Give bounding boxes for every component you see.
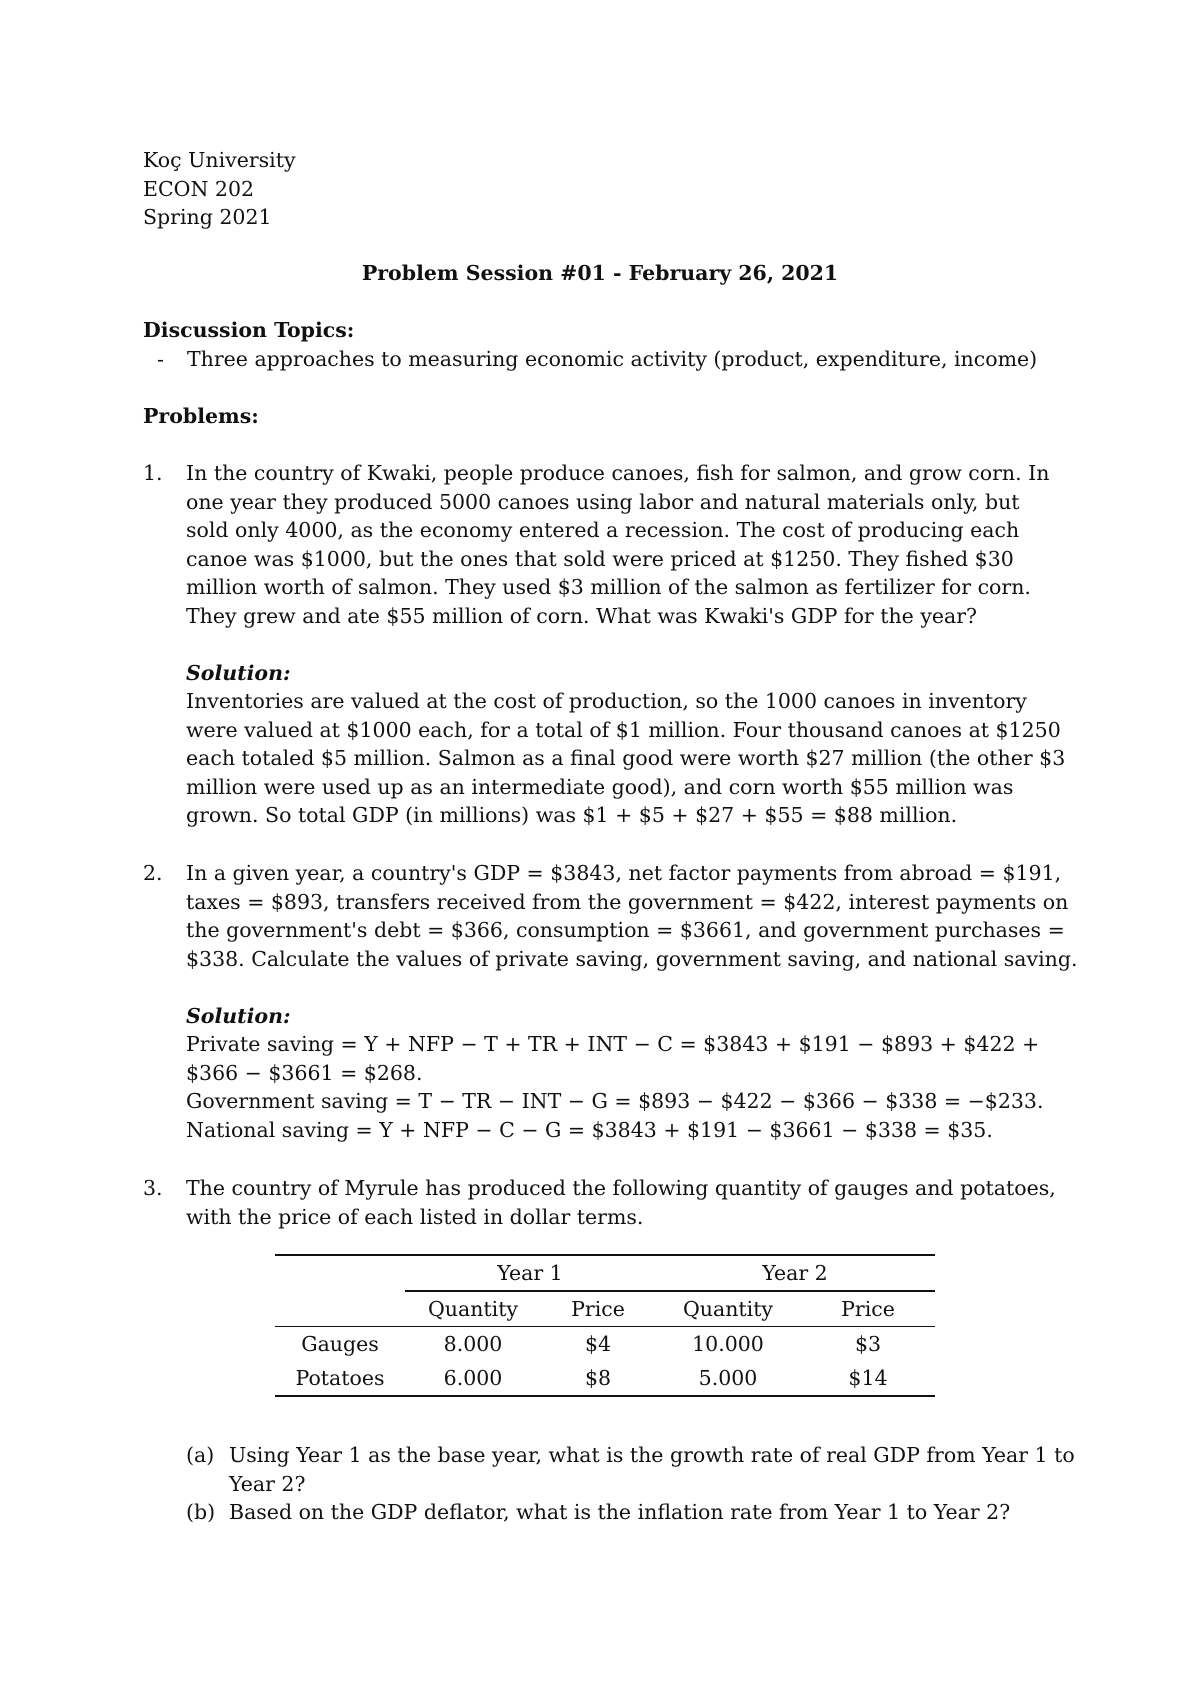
problem-line: The country of Myrule has produced the following quantity of gauges and potatoes, [186, 1176, 1056, 1200]
course-header [143, 146, 296, 232]
problem-line: the government's debt = $366, consumption = $3661, and government purchases = [186, 918, 1065, 942]
problem-line: In a given year, a country's GDP = $3843, net factor payments from abroad = $191, [186, 861, 1062, 885]
subquestion-line: Year 2? [229, 1471, 306, 1496]
solution-line: Private saving = Y + NFP − T + TR + INT − C = $3843 + $191 − $893 + $422 + [186, 1032, 1040, 1056]
term: Spring 2021 [143, 205, 272, 229]
solution-label: Solution: [186, 1003, 291, 1028]
table-header-cell: Price [541, 1291, 655, 1327]
solution-label: Solution: [186, 660, 291, 685]
table-cell: 10.000 [692, 1331, 764, 1356]
data-table [275, 1254, 935, 1397]
subquestion-label: (a) [186, 1443, 215, 1467]
table-row [275, 1327, 935, 1362]
course-code: ECON 202 [143, 176, 255, 201]
table-cell: 5.000 [655, 1361, 801, 1396]
solution-line: grown. So total GDP (in millions) was $1 + $5 + $27 + $55 = $88 million. [186, 803, 958, 827]
table-column-header-row [275, 1291, 935, 1327]
problem-line: In the country of Kwaki, people produce canoes, fish for salmon, and grow corn. In [186, 461, 1050, 485]
solution-line: Government saving = T − TR − INT − G = $893 − $422 − $366 − $338 = −$233. [186, 1089, 1044, 1113]
problem-2 [143, 859, 1083, 1144]
problem-line: taxes = $893, transfers received from the government = $422, interest payments on [186, 889, 1069, 914]
problem-line: with the price of each listed in dollar terms. [186, 1204, 644, 1229]
problem-3 [143, 1174, 1083, 1231]
table-header-cell: Price [801, 1291, 935, 1327]
solution-line: were valued at $1000 each, for a total of $1 million. Four thousand canoes at $1250 [186, 717, 1061, 742]
problem-number: 3. [143, 1176, 163, 1200]
solution-line: Inventories are valued at the cost of production, so the 1000 canoes in inventory [186, 689, 1027, 713]
solution-line: each totaled $5 million. Salmon as a final good were worth $27 million (the other $3 [186, 746, 1066, 770]
problem-line: one year they produced 5000 canoes using labor and natural materials only, but [186, 489, 1020, 514]
table-cell: 6.000 [405, 1361, 541, 1396]
page-title: Problem Session #01 - February 26, 2021 [361, 261, 839, 285]
table-row-label: Potatoes [275, 1361, 405, 1396]
subquestion-b [186, 1498, 1086, 1527]
problem-line: $338. Calculate the values of private saving, government saving, and national saving. [186, 946, 1078, 971]
problem-line: canoe was $1000, but the ones that sold were priced at $1250. They fished $30 [186, 546, 1014, 571]
university-name: Koç University [143, 148, 296, 172]
table-cell: $14 [801, 1361, 935, 1396]
table-cell: $4 [584, 1331, 612, 1356]
table-header-cell: Quantity [405, 1291, 541, 1327]
solution-line: million were used up as an intermediate good), and corn worth $55 million was [186, 774, 1014, 799]
solution-line: National saving = Y + NFP − C − G = $3843 + $191 − $3661 − $338 = $35. [186, 1117, 993, 1142]
discussion-heading: Discussion Topics: [143, 318, 355, 342]
topic-text: Three approaches to measuring economic activity (product, expenditure, income) [187, 347, 1038, 371]
subquestion-a [186, 1441, 1086, 1498]
table-header-cell: Quantity [655, 1291, 801, 1327]
problem-number: 2. [143, 861, 163, 885]
table-header-year-1: Year 1 [405, 1255, 655, 1291]
discussion-topic [157, 345, 1037, 374]
table-header-year-2: Year 2 [655, 1255, 935, 1291]
dash-bullet: - [157, 347, 164, 371]
subquestion-label: (b) [186, 1500, 216, 1524]
table-cell: $3 [854, 1331, 882, 1356]
problems-heading: Problems: [143, 404, 259, 428]
problem-1 [143, 459, 1083, 830]
table-year-header-row [275, 1255, 935, 1291]
problem-line: They grew and ate $55 million of corn. What was Kwaki's GDP for the year? [186, 603, 978, 628]
problem-line: million worth of salmon. They used $3 million of the salmon as fertilizer for corn. [186, 575, 1031, 599]
table-row [275, 1361, 935, 1396]
subquestion-line: Based on the GDP deflator, what is the inflation rate from Year 1 to Year 2? [229, 1500, 1011, 1524]
solution-line: $366 − $3661 = $268. [186, 1060, 423, 1085]
problem-line: sold only 4000, as the economy entered a recession. The cost of producing each [186, 518, 1020, 542]
table-cell: 8.000 [443, 1331, 503, 1356]
problem-number: 1. [143, 461, 163, 485]
subquestion-line: Using Year 1 as the base year, what is the growth rate of real GDP from Year 1 to [229, 1443, 1075, 1467]
table-row-label: Gauges [301, 1331, 379, 1356]
table-cell: $8 [541, 1361, 655, 1396]
